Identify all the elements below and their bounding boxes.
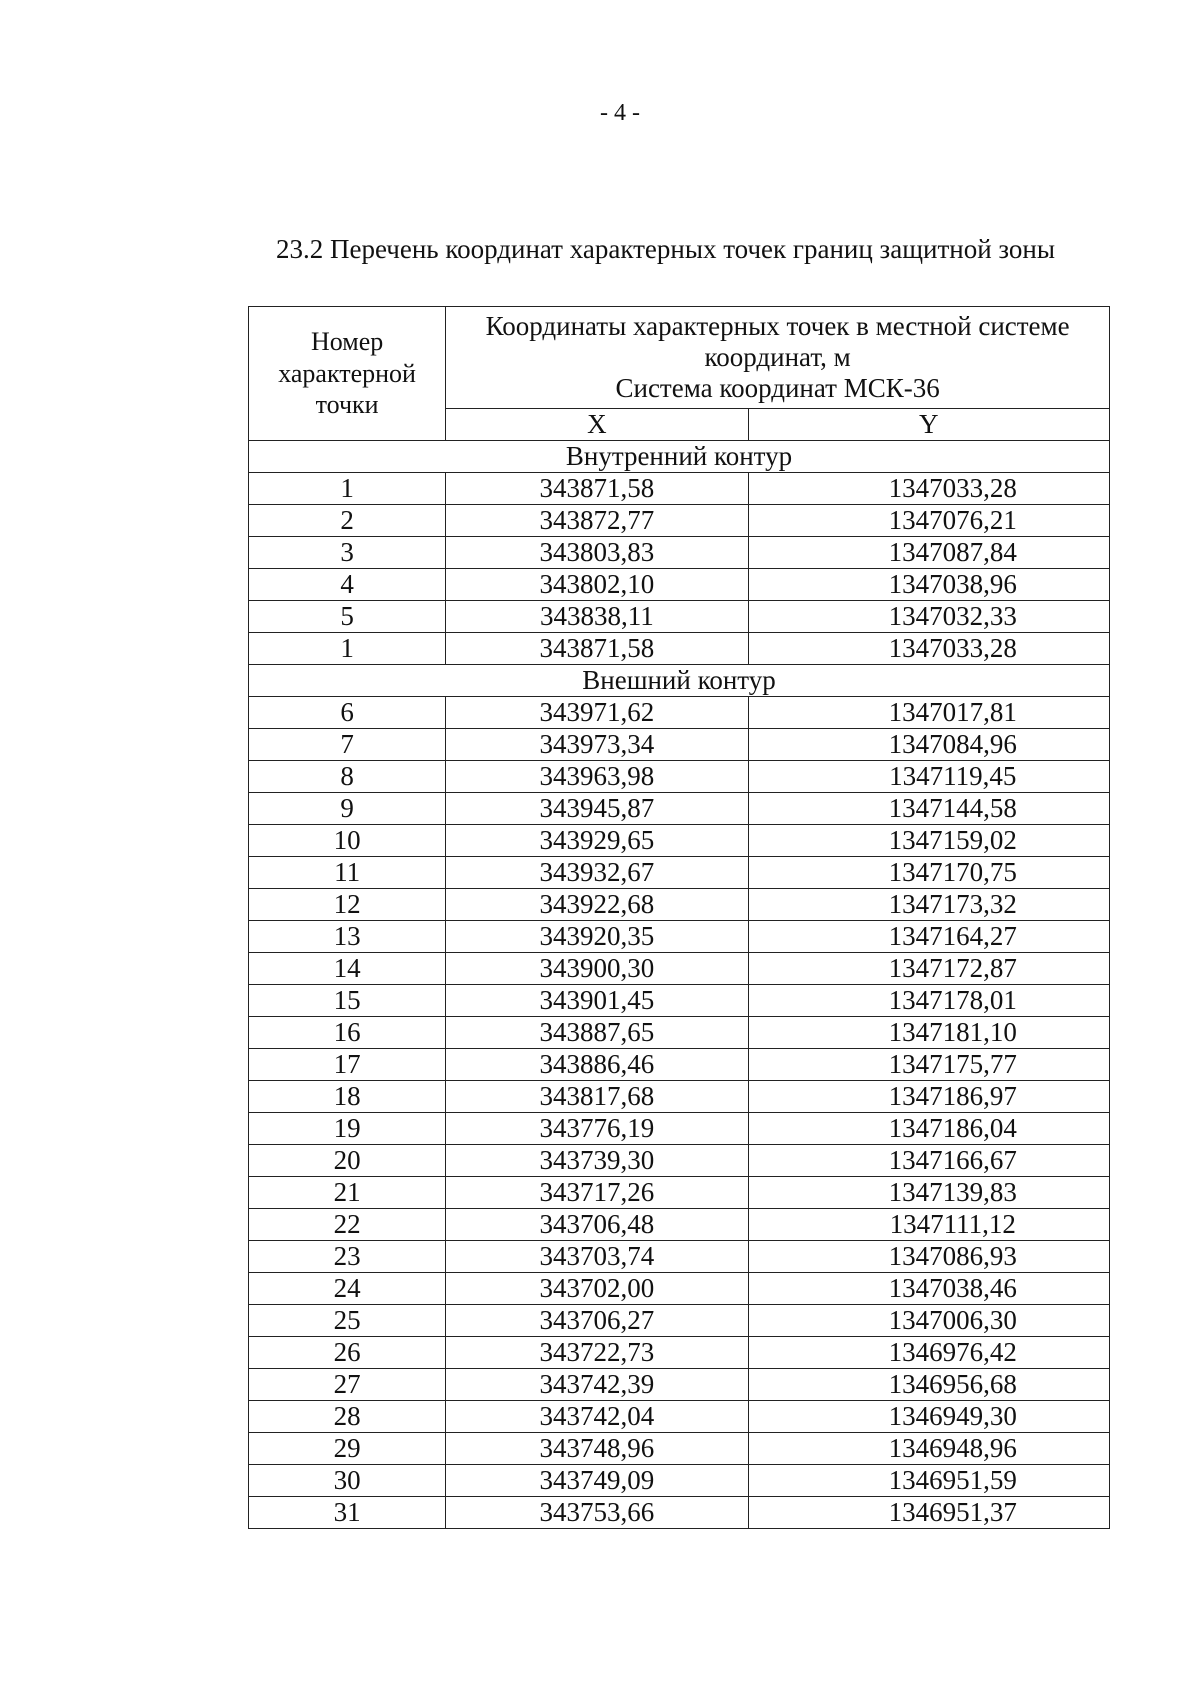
cell-point-number: 20 <box>249 1145 446 1177</box>
cell-y: 1347144,58 <box>748 793 1109 825</box>
cell-x: 343706,27 <box>446 1305 748 1337</box>
table-row <box>249 1273 1110 1305</box>
cell-x: 343973,34 <box>446 729 748 761</box>
cell-x: 343703,74 <box>446 1241 748 1273</box>
cell-point-number: 6 <box>249 697 446 729</box>
cell-point-number: 3 <box>249 537 446 569</box>
cell-y: 1347038,46 <box>748 1273 1109 1305</box>
cell-x: 343742,04 <box>446 1401 748 1433</box>
table-row <box>249 889 1110 921</box>
cell-x: 343817,68 <box>446 1081 748 1113</box>
cell-x: 343748,96 <box>446 1433 748 1465</box>
cell-x: 343803,83 <box>446 537 748 569</box>
section-title: Внешний контур <box>249 665 1110 697</box>
cell-x: 343887,65 <box>446 1017 748 1049</box>
cell-point-number: 29 <box>249 1433 446 1465</box>
cell-y: 1347119,45 <box>748 761 1109 793</box>
table-row <box>249 825 1110 857</box>
cell-point-number: 4 <box>249 569 446 601</box>
cell-x: 343702,00 <box>446 1273 748 1305</box>
table-row <box>249 1497 1110 1529</box>
cell-x: 343871,58 <box>446 473 748 505</box>
cell-y: 1347017,81 <box>748 697 1109 729</box>
cell-x: 343722,73 <box>446 1337 748 1369</box>
section-row <box>249 441 1110 473</box>
cell-y: 1346956,68 <box>748 1369 1109 1401</box>
table-row <box>249 1209 1110 1241</box>
cell-x: 343742,39 <box>446 1369 748 1401</box>
cell-x: 343922,68 <box>446 889 748 921</box>
cell-y: 1347170,75 <box>748 857 1109 889</box>
table-row <box>249 601 1110 633</box>
cell-y: 1347175,77 <box>748 1049 1109 1081</box>
cell-y: 1347111,12 <box>748 1209 1109 1241</box>
cell-point-number: 21 <box>249 1177 446 1209</box>
cell-point-number: 17 <box>249 1049 446 1081</box>
table-row <box>249 1017 1110 1049</box>
table-row <box>249 761 1110 793</box>
cell-y: 1347186,04 <box>748 1113 1109 1145</box>
cell-y: 1346976,42 <box>748 1337 1109 1369</box>
cell-point-number: 11 <box>249 857 446 889</box>
cell-y: 1347166,67 <box>748 1145 1109 1177</box>
cell-y: 1347084,96 <box>748 729 1109 761</box>
cell-y: 1346948,96 <box>748 1433 1109 1465</box>
cell-x: 343900,30 <box>446 953 748 985</box>
cell-y: 1346951,37 <box>748 1497 1109 1529</box>
cell-x: 343963,98 <box>446 761 748 793</box>
cell-point-number: 5 <box>249 601 446 633</box>
cell-x: 343739,30 <box>446 1145 748 1177</box>
table-row <box>249 1081 1110 1113</box>
header-coordinates-line2: координат, м <box>704 341 851 372</box>
cell-x: 343971,62 <box>446 697 748 729</box>
cell-y: 1347172,87 <box>748 953 1109 985</box>
header-coordinates-line1: Координаты характерных точек в местной системе <box>485 310 1070 341</box>
cell-y: 1347159,02 <box>748 825 1109 857</box>
cell-y: 1346951,59 <box>748 1465 1109 1497</box>
cell-point-number: 8 <box>249 761 446 793</box>
section-row <box>249 665 1110 697</box>
cell-point-number: 16 <box>249 1017 446 1049</box>
header-x: X <box>446 408 748 440</box>
cell-point-number: 26 <box>249 1337 446 1369</box>
cell-y: 1347173,32 <box>748 889 1109 921</box>
cell-x: 343753,66 <box>446 1497 748 1529</box>
cell-x: 343717,26 <box>446 1177 748 1209</box>
cell-y: 1346949,30 <box>748 1401 1109 1433</box>
cell-point-number: 19 <box>249 1113 446 1145</box>
table-row <box>249 569 1110 601</box>
cell-x: 343872,77 <box>446 505 748 537</box>
cell-point-number: 7 <box>249 729 446 761</box>
page-number: - 4 - <box>600 100 640 126</box>
table-row <box>249 1241 1110 1273</box>
cell-y: 1347087,84 <box>748 537 1109 569</box>
table-row <box>249 953 1110 985</box>
coordinates-table <box>248 306 1110 1529</box>
cell-point-number: 15 <box>249 985 446 1017</box>
cell-point-number: 30 <box>249 1465 446 1497</box>
cell-point-number: 13 <box>249 921 446 953</box>
table-row <box>249 1113 1110 1145</box>
cell-x: 343706,48 <box>446 1209 748 1241</box>
cell-y: 1347033,28 <box>748 633 1109 665</box>
cell-x: 343886,46 <box>446 1049 748 1081</box>
cell-x: 343838,11 <box>446 601 748 633</box>
cell-point-number: 1 <box>249 633 446 665</box>
cell-y: 1347181,10 <box>748 1017 1109 1049</box>
header-point-number: Номер характерной точки <box>249 307 446 441</box>
table-row <box>249 985 1110 1017</box>
section-title: Внутренний контур <box>249 441 1110 473</box>
cell-y: 1347038,96 <box>748 569 1109 601</box>
cell-point-number: 9 <box>249 793 446 825</box>
table-row <box>249 1177 1110 1209</box>
cell-y: 1347076,21 <box>748 505 1109 537</box>
cell-point-number: 2 <box>249 505 446 537</box>
table-row <box>249 1465 1110 1497</box>
table-row <box>249 1433 1110 1465</box>
header-coordinates-line3: Система координат МСК-36 <box>615 372 940 403</box>
coordinates-table-body <box>249 307 1110 1529</box>
table-row <box>249 857 1110 889</box>
table-row <box>249 473 1110 505</box>
cell-point-number: 1 <box>249 473 446 505</box>
cell-point-number: 24 <box>249 1273 446 1305</box>
cell-y: 1347164,27 <box>748 921 1109 953</box>
header-row <box>249 307 1110 409</box>
cell-x: 343776,19 <box>446 1113 748 1145</box>
cell-point-number: 27 <box>249 1369 446 1401</box>
table-row <box>249 633 1110 665</box>
cell-x: 343802,10 <box>446 569 748 601</box>
cell-y: 1347006,30 <box>748 1305 1109 1337</box>
cell-point-number: 28 <box>249 1401 446 1433</box>
cell-point-number: 22 <box>249 1209 446 1241</box>
cell-y: 1347033,28 <box>748 473 1109 505</box>
cell-point-number: 14 <box>249 953 446 985</box>
cell-point-number: 10 <box>249 825 446 857</box>
table-row <box>249 537 1110 569</box>
cell-y: 1347186,97 <box>748 1081 1109 1113</box>
cell-x: 343945,87 <box>446 793 748 825</box>
header-coordinates <box>446 307 1110 409</box>
table-row <box>249 697 1110 729</box>
cell-x: 343920,35 <box>446 921 748 953</box>
header-y: Y <box>748 408 1109 440</box>
table-row <box>249 1369 1110 1401</box>
table-row <box>249 1401 1110 1433</box>
cell-x: 343929,65 <box>446 825 748 857</box>
cell-point-number: 25 <box>249 1305 446 1337</box>
cell-point-number: 31 <box>249 1497 446 1529</box>
table-row <box>249 793 1110 825</box>
cell-point-number: 23 <box>249 1241 446 1273</box>
cell-x: 343749,09 <box>446 1465 748 1497</box>
cell-y: 1347139,83 <box>748 1177 1109 1209</box>
table-row <box>249 1337 1110 1369</box>
cell-point-number: 12 <box>249 889 446 921</box>
table-row <box>249 1305 1110 1337</box>
table-row <box>249 1049 1110 1081</box>
cell-x: 343901,45 <box>446 985 748 1017</box>
cell-x: 343871,58 <box>446 633 748 665</box>
table-row <box>249 921 1110 953</box>
cell-y: 1347032,33 <box>748 601 1109 633</box>
cell-x: 343932,67 <box>446 857 748 889</box>
table-row <box>249 729 1110 761</box>
table-row <box>249 1145 1110 1177</box>
document-heading: 23.2 Перечень координат характерных точек границ защитной зоны <box>276 234 1055 264</box>
cell-point-number: 18 <box>249 1081 446 1113</box>
table-row <box>249 505 1110 537</box>
cell-y: 1347178,01 <box>748 985 1109 1017</box>
cell-y: 1347086,93 <box>748 1241 1109 1273</box>
